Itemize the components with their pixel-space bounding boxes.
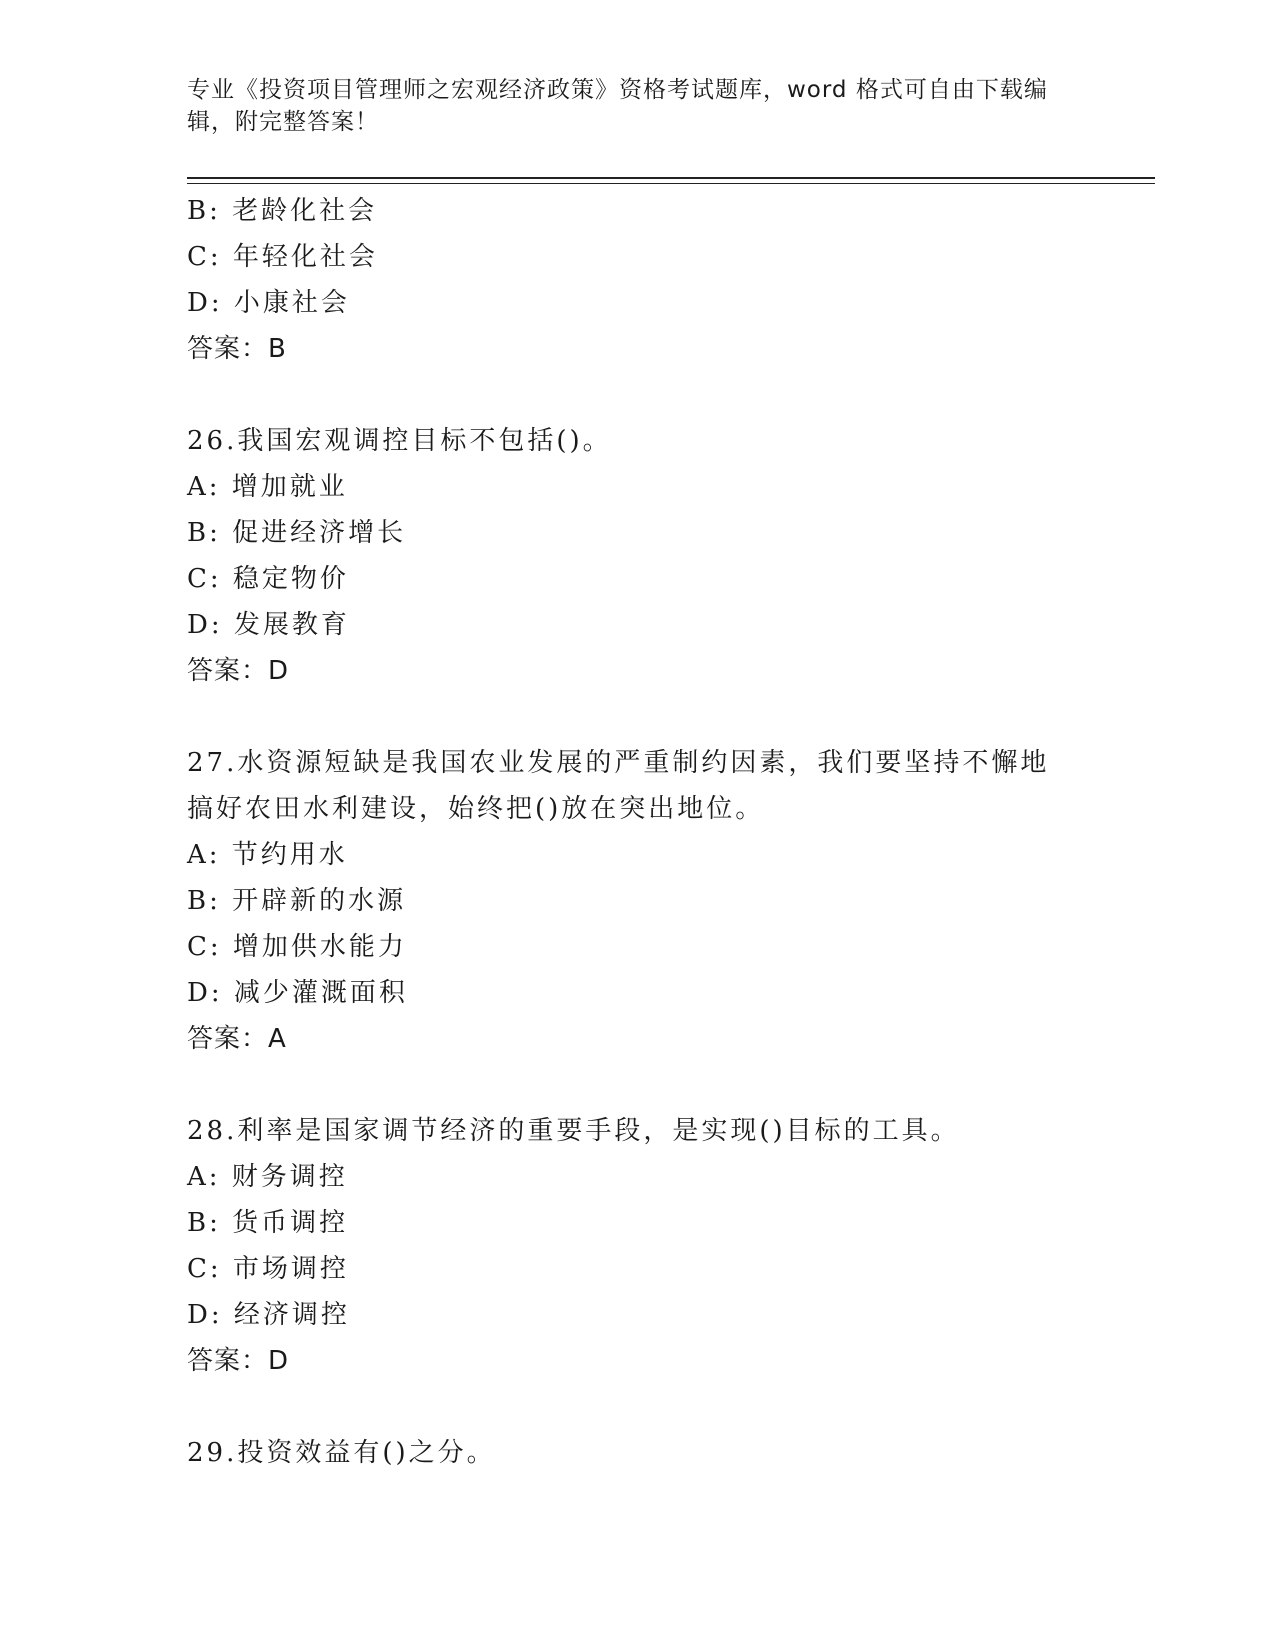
- spacer: [187, 1384, 1087, 1430]
- option-d: D: 小康社会: [187, 288, 350, 318]
- option-c: C: 增加供水能力: [187, 932, 407, 962]
- option-b: B: 货币调控: [187, 1208, 349, 1238]
- question-block-29: [187, 1430, 1087, 1476]
- answer-line: 答案：A: [187, 1024, 287, 1054]
- question-stem: 28.利率是国家调节经济的重要手段，是实现()目标的工具。: [187, 1116, 960, 1146]
- question-stem: 26.我国宏观调控目标不包括()。: [187, 426, 612, 456]
- answer-line: 答案：D: [187, 656, 290, 686]
- answer-line: 答案：B: [187, 334, 287, 364]
- question-stem: 27.水资源短缺是我国农业发展的严重制约因素，我们要坚持不懈地搞好农田水利建设，始终把()放在突出地位。: [187, 748, 1050, 824]
- option-c: C: 市场调控: [187, 1254, 349, 1284]
- question-block-28: [187, 1108, 1087, 1384]
- option-d: D: 减少灌溉面积: [187, 978, 408, 1008]
- option-b: B: 开辟新的水源: [187, 886, 407, 916]
- question-list: [187, 188, 1087, 1476]
- option-d: D: 发展教育: [187, 610, 350, 640]
- question-block-27: [187, 740, 1087, 1062]
- question-block-25: [187, 188, 1087, 372]
- option-b: B: 促进经济增长: [187, 518, 407, 548]
- option-d: D: 经济调控: [187, 1300, 350, 1330]
- spacer: [187, 1062, 1087, 1108]
- option-a: A: 节约用水: [187, 840, 348, 870]
- option-c: C: 年轻化社会: [187, 242, 378, 272]
- answer-line: 答案：D: [187, 1346, 290, 1376]
- option-b: B: 老龄化社会: [187, 196, 378, 226]
- header-divider-thick: [187, 177, 1155, 179]
- option-a: A: 财务调控: [187, 1162, 348, 1192]
- spacer: [187, 372, 1087, 418]
- question-stem: 29.投资效益有()之分。: [187, 1438, 496, 1468]
- header-divider-thin: [187, 183, 1155, 184]
- question-block-26: [187, 418, 1087, 694]
- spacer: [187, 694, 1087, 740]
- document-header: 专业《投资项目管理师之宏观经济政策》资格考试题库，word 格式可自由下载编辑，附完整答案！: [187, 77, 1048, 135]
- option-a: A: 增加就业: [187, 472, 348, 502]
- option-c: C: 稳定物价: [187, 564, 349, 594]
